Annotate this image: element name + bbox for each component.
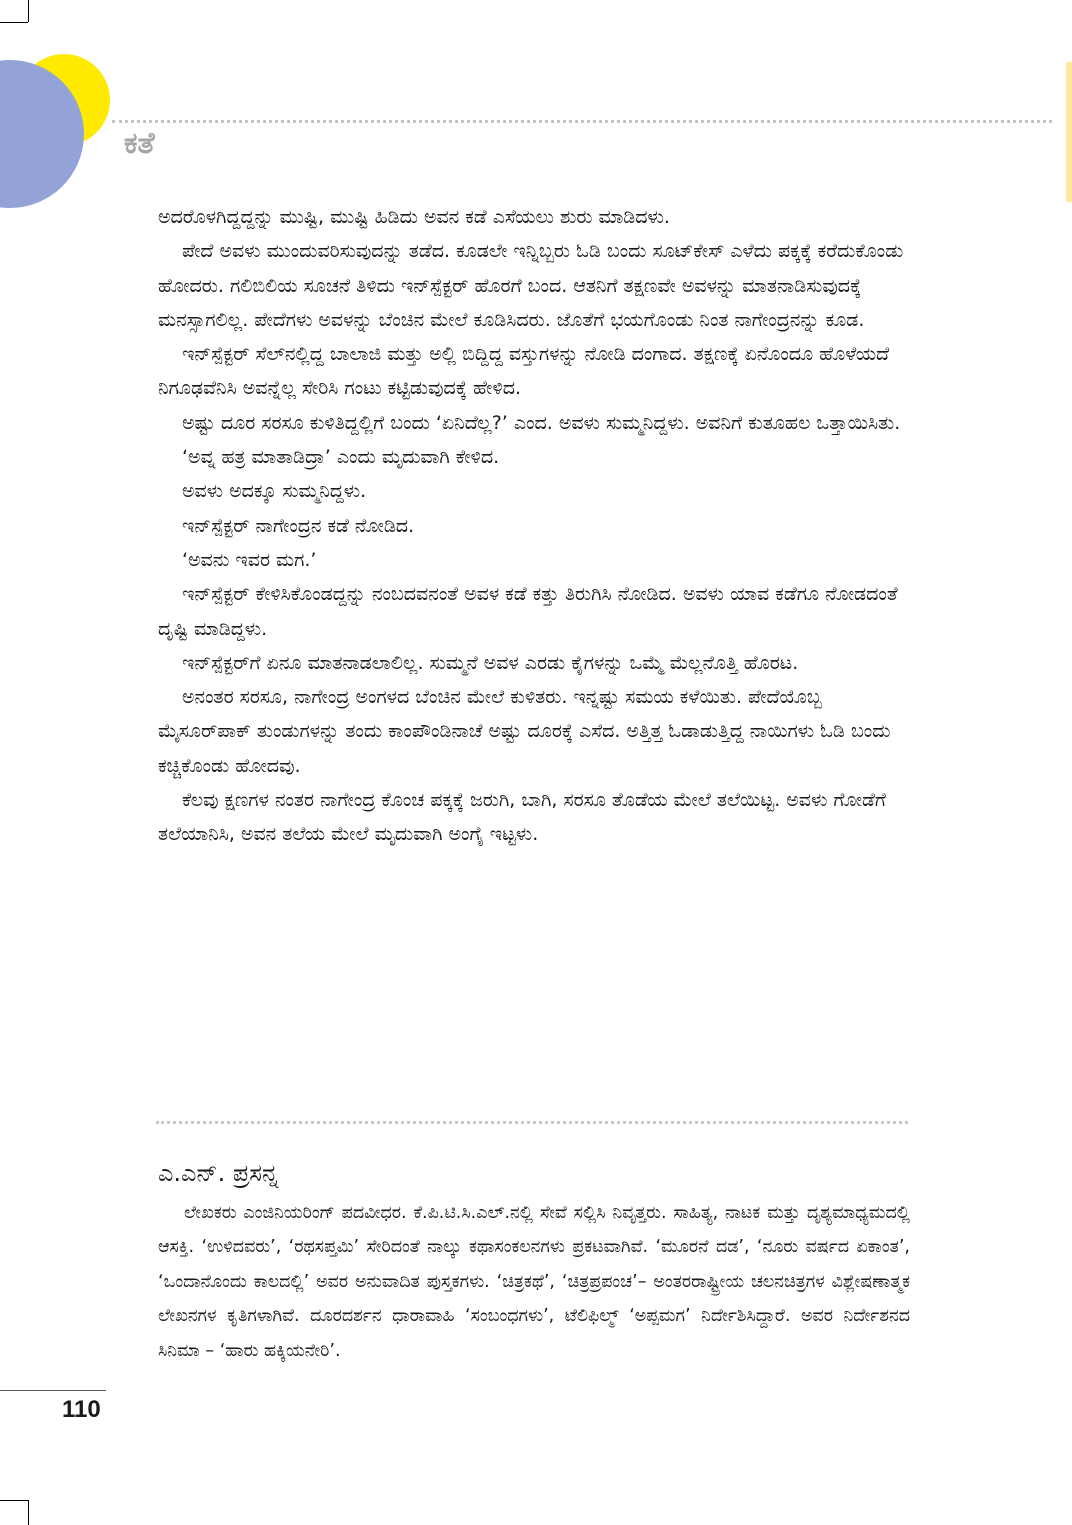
story-paragraph: ಅನಂತರ ಸರಸೂ, ನಾಗೇಂದ್ರ ಅಂಗಳದ ಬೆಂಚಿನ ಮೇಲೆ ಕುಳಿತರು. ಇನ್ನಷ್ಟು ಸಮಯ ಕಳೆಯಿತು. ಪೇದೆಯೊಬ್ಬ ಮೈಸೂರ್‌ಪಾಕ್ ತುಂಡುಗಳನ್ನು ತಂದು ಕಾಂಪೌಂಡಿನಾಚೆ ಅಷ್ಟು ದೂರಕ್ಕೆ ಎಸೆದ. ಅತ್ತಿತ್ತ ಓಡಾಡುತ್ತಿದ್ದ ನಾಯಿಗಳು ಓಡಿ ಬಂದು ಕಚ್ಚಿಕೊಂಡು ಹೋದವು. — [158, 686, 891, 777]
author-name: ಎ.ಎನ್. ಪ್ರಸನ್ನ — [158, 1159, 279, 1187]
crop-mark-top-horizontal — [0, 22, 28, 23]
story-body — [158, 200, 904, 852]
story-paragraph: ಪೇದೆ ಅವಳು ಮುಂದುವರಿಸುವುದನ್ನು ತಡೆದ. ಕೂಡಲೇ ಇನ್ನಿಬ್ಬರು ಓಡಿ ಬಂದು ಸೂಟ್‌ಕೇಸ್ ಎಳೆದು ಪಕ್ಕಕ್ಕೆ ಕರೆದುಕೊಂಡು ಹೋದರು. ಗಲಿಬಿಲಿಯ ಸೂಚನೆ ತಿಳಿದು ಇನ್‌ಸ್ಪೆಕ್ಟರ್ ಹೊರಗೆ ಬಂದ. ಆತನಿಗೆ ತಕ್ಷಣವೇ ಅವಳನ್ನು ಮಾತನಾಡಿಸುವುದಕ್ಕೆ ಮನಸ್ಸಾಗಲಿಲ್ಲ. ಪೇದೆಗಳು ಅವಳನ್ನು ಬೆಂಚಿನ ಮೇಲೆ ಕೂಡಿಸಿದರು. ಜೊತೆಗೆ ಭಯಗೊಂಡು ನಿಂತ ನಾಗೇಂದ್ರನನ್ನು ಕೂಡ. — [158, 240, 904, 331]
story-paragraph: ‘ಅವ್ನ ಹತ್ರ ಮಾತಾಡಿದ್ರಾ’ ಎಂದು ಮೃದುವಾಗಿ ಕೇಳಿದ. — [182, 446, 500, 469]
right-edge-tab — [1066, 62, 1072, 202]
story-paragraph: ಇನ್‌ಸ್ಪೆಕ್ಟರ್‌ಗೆ ಏನೂ ಮಾತನಾಡಲಾಲಿಲ್ಲ. ಸುಮ್ಮನೆ ಅವಳ ಎರಡು ಕೈಗಳನ್ನು ಒಮ್ಮೆ ಮೆಲ್ಲನೊತ್ತಿ ಹೊರಟ. — [182, 651, 799, 674]
story-paragraph: ಇನ್‌ಸ್ಪೆಕ್ಟರ್ ಕೇಳಿಸಿಕೊಂಡದ್ದನ್ನು ನಂಬದವನಂತೆ ಅವಳ ಕಡೆ ಕತ್ತು ತಿರುಗಿಸಿ ನೋಡಿದ. ಅವಳು ಯಾವ ಕಡೆಗೂ ನೋಡದಂತೆ ದೃಷ್ಟಿ ಮಾಡಿದ್ದಳು. — [158, 583, 898, 640]
page-number: 110 — [62, 1396, 101, 1423]
page-number-rule — [0, 1390, 106, 1391]
story-paragraph: ಅವಳು ಅದಕ್ಕೂ ಸುಮ್ಮನಿದ್ದಳು. — [182, 480, 367, 503]
section-title: ಕತೆ — [124, 126, 155, 161]
author-bio: ಲೇಖಕರು ಎಂಜಿನಿಯರಿಂಗ್ ಪದವೀಧರ. ಕೆ.ಪಿ.ಟಿ.ಸಿ.ಎಲ್.ನಲ್ಲಿ ಸೇವೆ ಸಲ್ಲಿಸಿ ನಿವೃತ್ತರು. ಸಾಹಿತ್ಯ, ನಾಟಕ ಮತ್ತು ದೃಶ್ಯಮಾಧ್ಯಮದಲ್ಲಿ ಆಸಕ್ತಿ. ‘ಉಳಿದವರು’, ‘ರಥಸಪ್ತಮಿ’ ಸೇರಿದಂತೆ ನಾಲ್ಕು ಕಥಾಸಂಕಲನಗಳು ಪ್ರಕಟವಾಗಿವೆ. ‘ಮೂರನೆ ದಡ’, ‘ನೂರು ವರ್ಷದ ಏಕಾಂತ’, ‘ಒಂದಾನೊಂದು ಕಾಲದಲ್ಲಿ’ ಅವರ ಅನುವಾದಿತ ಪುಸ್ತಕಗಳು. ‘ಚಿತ್ರಕಥೆ’, ‘ಚಿತ್ರಪ್ರಪಂಚ’– ಅಂತರರಾಷ್ಟ್ರೀಯ ಚಲನಚಿತ್ರಗಳ ವಿಶ್ಲೇಷಣಾತ್ಮಕ ಲೇಖನಗಳ ಕೃತಿಗಳಾಗಿವೆ. ದೂರದರ್ಶನ ಧಾರಾವಾಹಿ ‘ಸಂಬಂಧಗಳು’, ಟೆಲಿಫಿಲ್ಮ್ ‘ಅಪ್ಪಮಗ’ ನಿರ್ದೇಶಿಸಿದ್ದಾರೆ. ಅವರ ನಿರ್ದೇಶನದ ಸಿನಿಮಾ – ‘ಹಾರು ಹಕ್ಕಿಯನೇರಿ’. — [158, 1203, 910, 1361]
story-paragraph: ಕೆಲವು ಕ್ಷಣಗಳ ನಂತರ ನಾಗೇಂದ್ರ ಕೊಂಚ ಪಕ್ಕಕ್ಕೆ ಜರುಗಿ, ಬಾಗಿ, ಸರಸೂ ತೊಡೆಯ ಮೇಲೆ ತಲೆಯಿಟ್ಟ. ಅವಳು ಗೋಡೆಗೆ ತಲೆಯಾನಿಸಿ, ಅವನ ತಲೆಯ ಮೇಲೆ ಮೃದುವಾಗಿ ಅಂಗೈ ಇಟ್ಟಳು. — [158, 789, 886, 846]
story-paragraph: ಅಷ್ಟು ದೂರ ಸರಸೂ ಕುಳಿತಿದ್ದಲ್ಲಿಗೆ ಬಂದು ‘ಏನಿದೆಲ್ಲ?’ ಎಂದ. ಅವಳು ಸುಮ್ಮನಿದ್ದಳು. ಅವನಿಗೆ ಕುತೂಹಲ ಒತ್ತಾಯಿಸಿತು. — [182, 411, 901, 434]
story-paragraph: ‘ಅವನು ಇವರ ಮಗ.’ — [182, 548, 317, 571]
crop-mark-bottom-vertical — [28, 1500, 29, 1525]
story-paragraph: ಇನ್‌ಸ್ಪೆಕ್ಟರ್ ಸೆಲ್‌ನಲ್ಲಿದ್ದ ಬಾಲಾಜಿ ಮತ್ತು ಅಲ್ಲಿ ಬಿದ್ದಿದ್ದ ವಸ್ತುಗಳನ್ನು ನೋಡಿ ದಂಗಾದ. ತಕ್ಷಣಕ್ಕೆ ಏನೊಂದೂ ಹೊಳೆಯದೆ ನಿಗೂಢವೆನಿಸಿ ಅವನ್ನೆಲ್ಲ ಸೇರಿಸಿ ಗಂಟು ಕಟ್ಟಿಡುವುದಕ್ಕೆ ಹೇಳಿದ. — [158, 343, 890, 400]
section-dotted-divider — [156, 1121, 908, 1124]
story-paragraph: ಇನ್‌ಸ್ಪೆಕ್ಟರ್ ನಾಗೇಂದ್ರನ ಕಡೆ ನೋಡಿದ. — [182, 514, 415, 537]
story-paragraph: ಅದರೊಳಗಿದ್ದದ್ದನ್ನು ಮುಷ್ಟಿ, ಮುಷ್ಟಿ ಹಿಡಿದು ಅವನ ಕಡೆ ಎಸೆಯಲು ಶುರು ಮಾಡಿದಳು. — [158, 206, 670, 228]
crop-mark-top-vertical — [28, 0, 29, 22]
header-dotted-rule — [112, 120, 1052, 123]
crop-mark-bottom-horizontal — [0, 1500, 28, 1501]
